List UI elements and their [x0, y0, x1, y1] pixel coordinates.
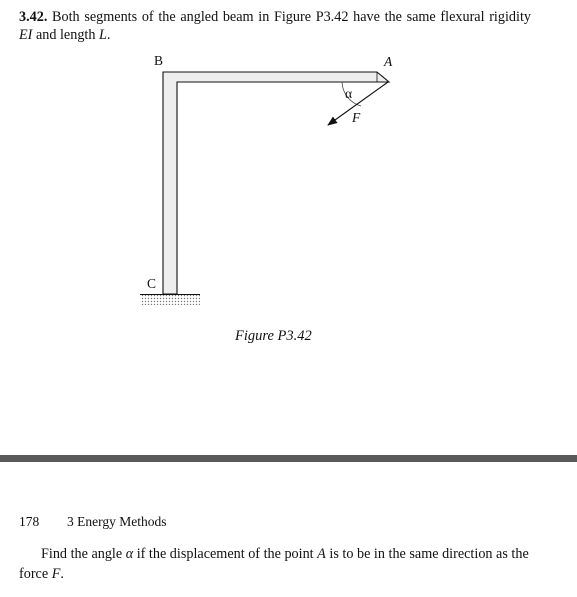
- ground-hatch: [140, 295, 200, 305]
- running-head: [19, 514, 167, 530]
- question-part-1: Find the angle: [41, 546, 126, 562]
- question-point: A: [317, 546, 326, 562]
- page-divider: [0, 455, 577, 462]
- page-number: 178: [19, 514, 40, 529]
- point-a-label: A: [384, 54, 393, 69]
- chapter-title: 3 Energy Methods: [67, 514, 167, 529]
- question-part-4: .: [60, 566, 64, 582]
- problem-text-2: and length: [32, 27, 99, 43]
- problem-text-1: Both segments of the angled beam in Figure P3.42 have the same flexural rigidity: [47, 9, 531, 25]
- flexural-rigidity-symbol: EI: [19, 27, 33, 43]
- question-part-2: if the displacement of the point: [133, 546, 318, 562]
- point-b-label: B: [154, 53, 164, 68]
- point-c-label: C: [147, 276, 157, 291]
- alpha-label: α: [345, 86, 353, 101]
- problem-text-3: .: [106, 27, 111, 43]
- length-symbol: L: [99, 27, 107, 43]
- problem-number: 3.42.: [19, 9, 48, 25]
- question-part-3: is to be in the same direction as the force: [19, 546, 529, 582]
- question-force: F: [51, 566, 61, 582]
- force-label: F: [352, 110, 361, 125]
- figure-caption: Figure P3.42: [235, 328, 312, 344]
- question-alpha: α: [125, 546, 134, 562]
- question-text: [19, 544, 534, 584]
